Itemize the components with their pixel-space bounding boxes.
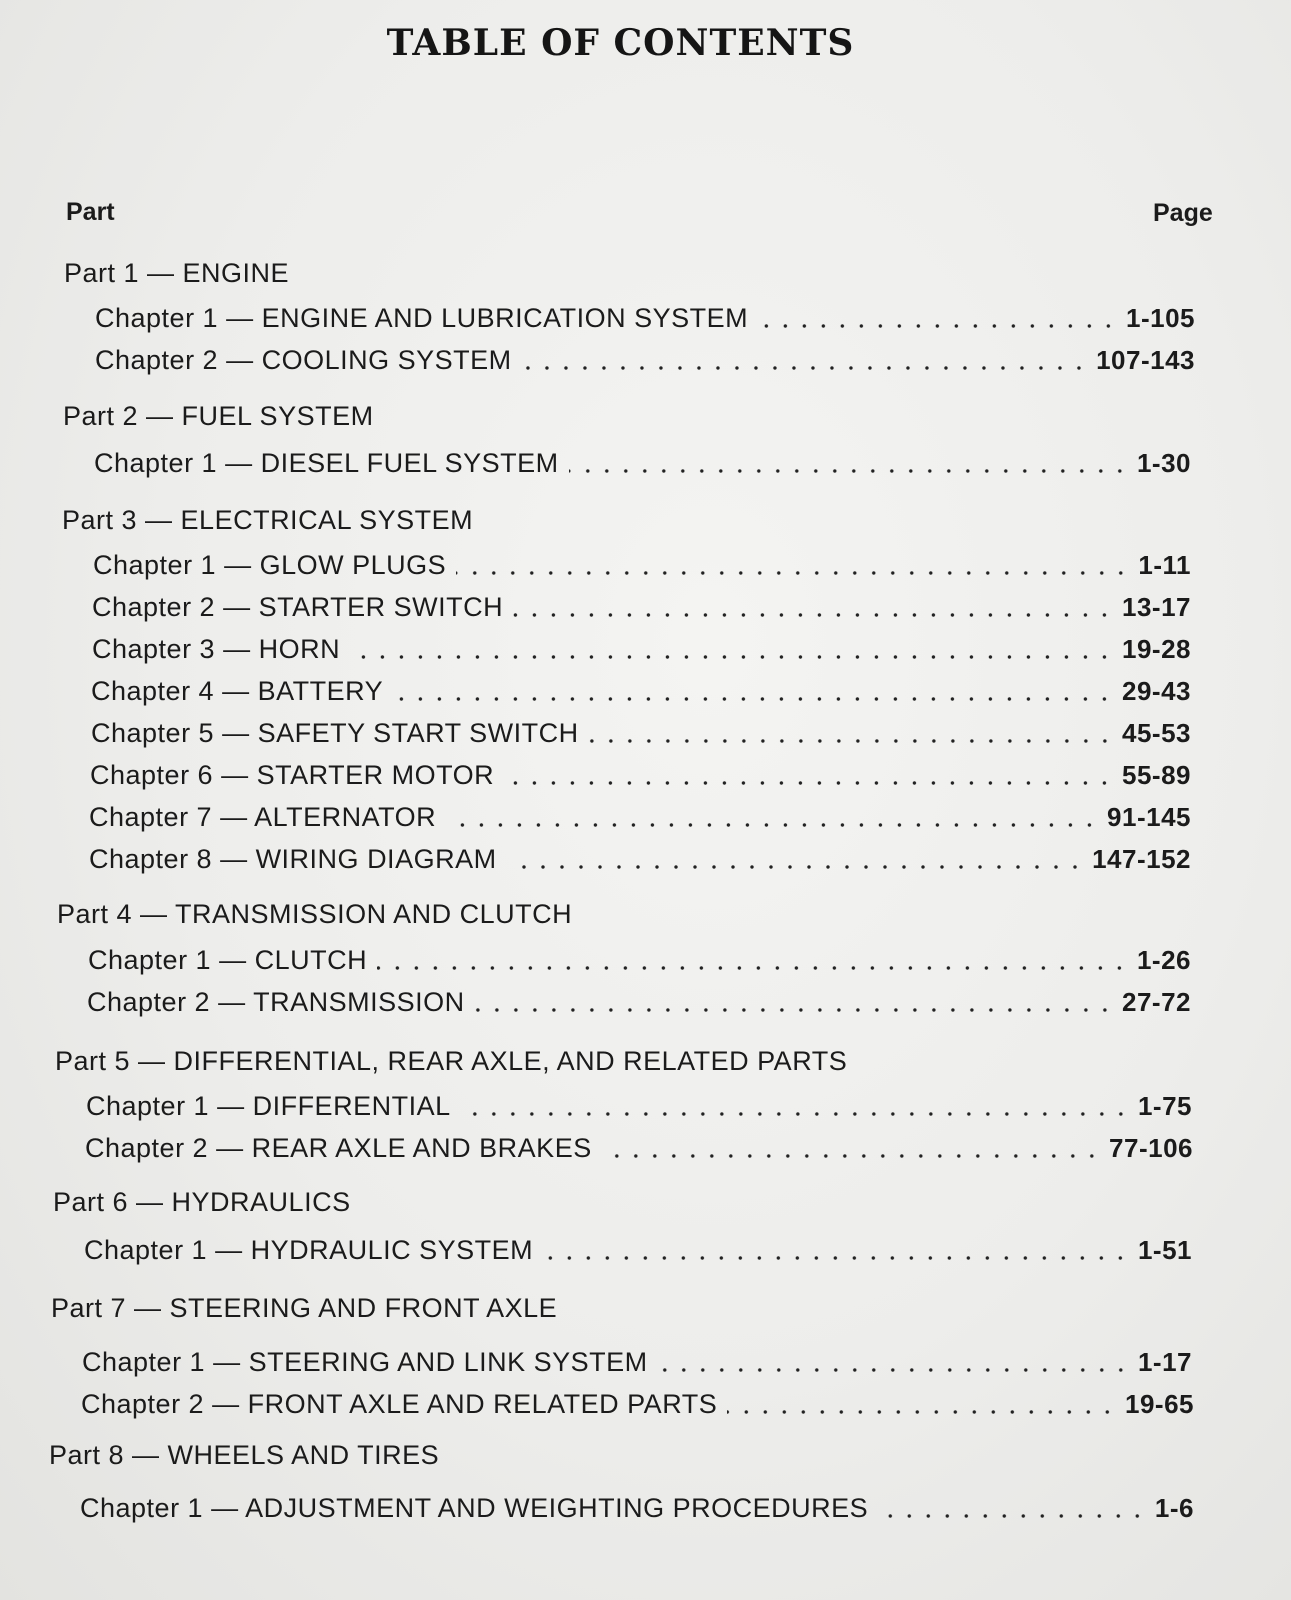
dot-leader — [504, 763, 1114, 787]
page-range: 1-30 — [1136, 448, 1191, 478]
dot-leader — [543, 1238, 1130, 1262]
page-range: 107-143 — [1096, 345, 1195, 375]
page-range: 19-28 — [1122, 634, 1191, 664]
chapter-title: Chapter 1 — GLOW PLUGS — [93, 550, 447, 580]
chapter-title: Chapter 2 — REAR AXLE AND BRAKES — [85, 1133, 592, 1163]
chapter-title: Chapter 1 — DIFFERENTIAL — [86, 1091, 451, 1121]
toc-entry — [87, 984, 1191, 1018]
dot-leader — [446, 805, 1099, 829]
dot-leader — [461, 1094, 1130, 1118]
page-range: 29-43 — [1122, 676, 1191, 706]
chapter-title: Chapter 8 — WIRING DIAGRAM — [89, 844, 497, 874]
toc-entry — [95, 300, 1195, 334]
chapter-title: Chapter 1 — STEERING AND LINK SYSTEM — [82, 1347, 648, 1377]
page-range: 1-26 — [1136, 945, 1191, 975]
dot-leader — [513, 595, 1114, 619]
part-heading: Part 5 — DIFFERENTIAL, REAR AXLE, AND RELATED PARTS — [55, 1046, 848, 1076]
page-range: 1-75 — [1137, 1091, 1192, 1121]
page-range: 13-17 — [1122, 592, 1191, 622]
dot-leader — [475, 990, 1114, 1014]
part-column-header: Part — [66, 198, 115, 226]
chapter-title: Chapter 4 — BATTERY — [91, 676, 384, 706]
dot-leader — [569, 451, 1129, 475]
dot-leader — [589, 721, 1114, 745]
toc-entry — [89, 841, 1191, 875]
chapter-title: Chapter 7 — ALTERNATOR — [89, 802, 437, 832]
toc-entry — [91, 673, 1191, 707]
page-range: 45-53 — [1122, 718, 1191, 748]
page-range: 91-145 — [1107, 802, 1191, 832]
page-range: 1-11 — [1138, 550, 1191, 580]
toc-entry — [92, 589, 1191, 623]
dot-leader — [350, 637, 1114, 661]
chapter-title: Chapter 2 — STARTER SWITCH — [92, 592, 504, 622]
page-title: TABLE OF CONTENTS — [386, 22, 855, 64]
toc-entry — [80, 1490, 1194, 1524]
toc-entry — [92, 631, 1191, 665]
chapter-title: Chapter 1 — CLUTCH — [88, 945, 368, 975]
chapter-title: Chapter 2 — TRANSMISSION — [87, 987, 465, 1017]
page-column-header: Page — [1153, 199, 1213, 227]
page-range: 147-152 — [1092, 844, 1191, 874]
page-range: 27-72 — [1122, 987, 1191, 1017]
toc-entry — [93, 547, 1191, 581]
chapter-title: Chapter 1 — HYDRAULIC SYSTEM — [84, 1235, 534, 1265]
toc-entry — [84, 1232, 1192, 1266]
page-range: 77-106 — [1109, 1133, 1193, 1163]
chapter-title: Chapter 2 — COOLING SYSTEM — [95, 345, 512, 375]
toc-entry — [88, 942, 1191, 976]
chapter-title: Chapter 1 — ADJUSTMENT AND WEIGHTING PROCEDURES — [80, 1493, 869, 1523]
dot-leader — [727, 1392, 1117, 1416]
dot-leader — [393, 679, 1114, 703]
toc-entry — [85, 1130, 1193, 1164]
dot-leader — [758, 306, 1118, 330]
dot-leader — [602, 1136, 1101, 1160]
part-heading: Part 7 — STEERING AND FRONT AXLE — [51, 1293, 558, 1323]
page-range: 1-17 — [1137, 1347, 1192, 1377]
part-heading: Part 8 — WHEELS AND TIRES — [49, 1440, 440, 1470]
dot-leader — [522, 348, 1088, 372]
toc-entry — [89, 799, 1191, 833]
dot-leader — [377, 948, 1129, 972]
page-range: 1-6 — [1154, 1493, 1194, 1523]
chapter-title: Chapter 5 — SAFETY START SWITCH — [91, 718, 579, 748]
dot-leader — [658, 1350, 1130, 1374]
page-range: 55-89 — [1122, 760, 1191, 790]
chapter-title: Chapter 2 — FRONT AXLE AND RELATED PARTS — [81, 1389, 718, 1419]
chapter-title: Chapter 3 — HORN — [92, 634, 341, 664]
part-heading: Part 3 — ELECTRICAL SYSTEM — [62, 505, 474, 535]
part-heading: Part 1 — ENGINE — [64, 258, 290, 288]
toc-entry — [91, 715, 1191, 749]
part-heading: Part 4 — TRANSMISSION AND CLUTCH — [57, 899, 573, 929]
page-range: 1-105 — [1126, 303, 1195, 333]
toc-entry — [90, 757, 1191, 791]
toc-entry — [94, 445, 1191, 479]
page-range: 19-65 — [1125, 1389, 1194, 1419]
page-range: 1-51 — [1137, 1235, 1192, 1265]
dot-leader — [456, 553, 1130, 577]
toc-entry — [81, 1386, 1194, 1420]
dot-leader — [878, 1496, 1147, 1520]
toc-entry — [86, 1088, 1192, 1122]
chapter-title: Chapter 6 — STARTER MOTOR — [90, 760, 495, 790]
part-heading: Part 6 — HYDRAULICS — [53, 1187, 351, 1217]
toc-entry — [82, 1344, 1192, 1378]
chapter-title: Chapter 1 — ENGINE AND LUBRICATION SYSTEM — [95, 303, 749, 333]
part-heading: Part 2 — FUEL SYSTEM — [63, 401, 374, 431]
chapter-title: Chapter 1 — DIESEL FUEL SYSTEM — [94, 448, 559, 478]
dot-leader — [507, 847, 1085, 871]
toc-entry — [95, 342, 1195, 376]
